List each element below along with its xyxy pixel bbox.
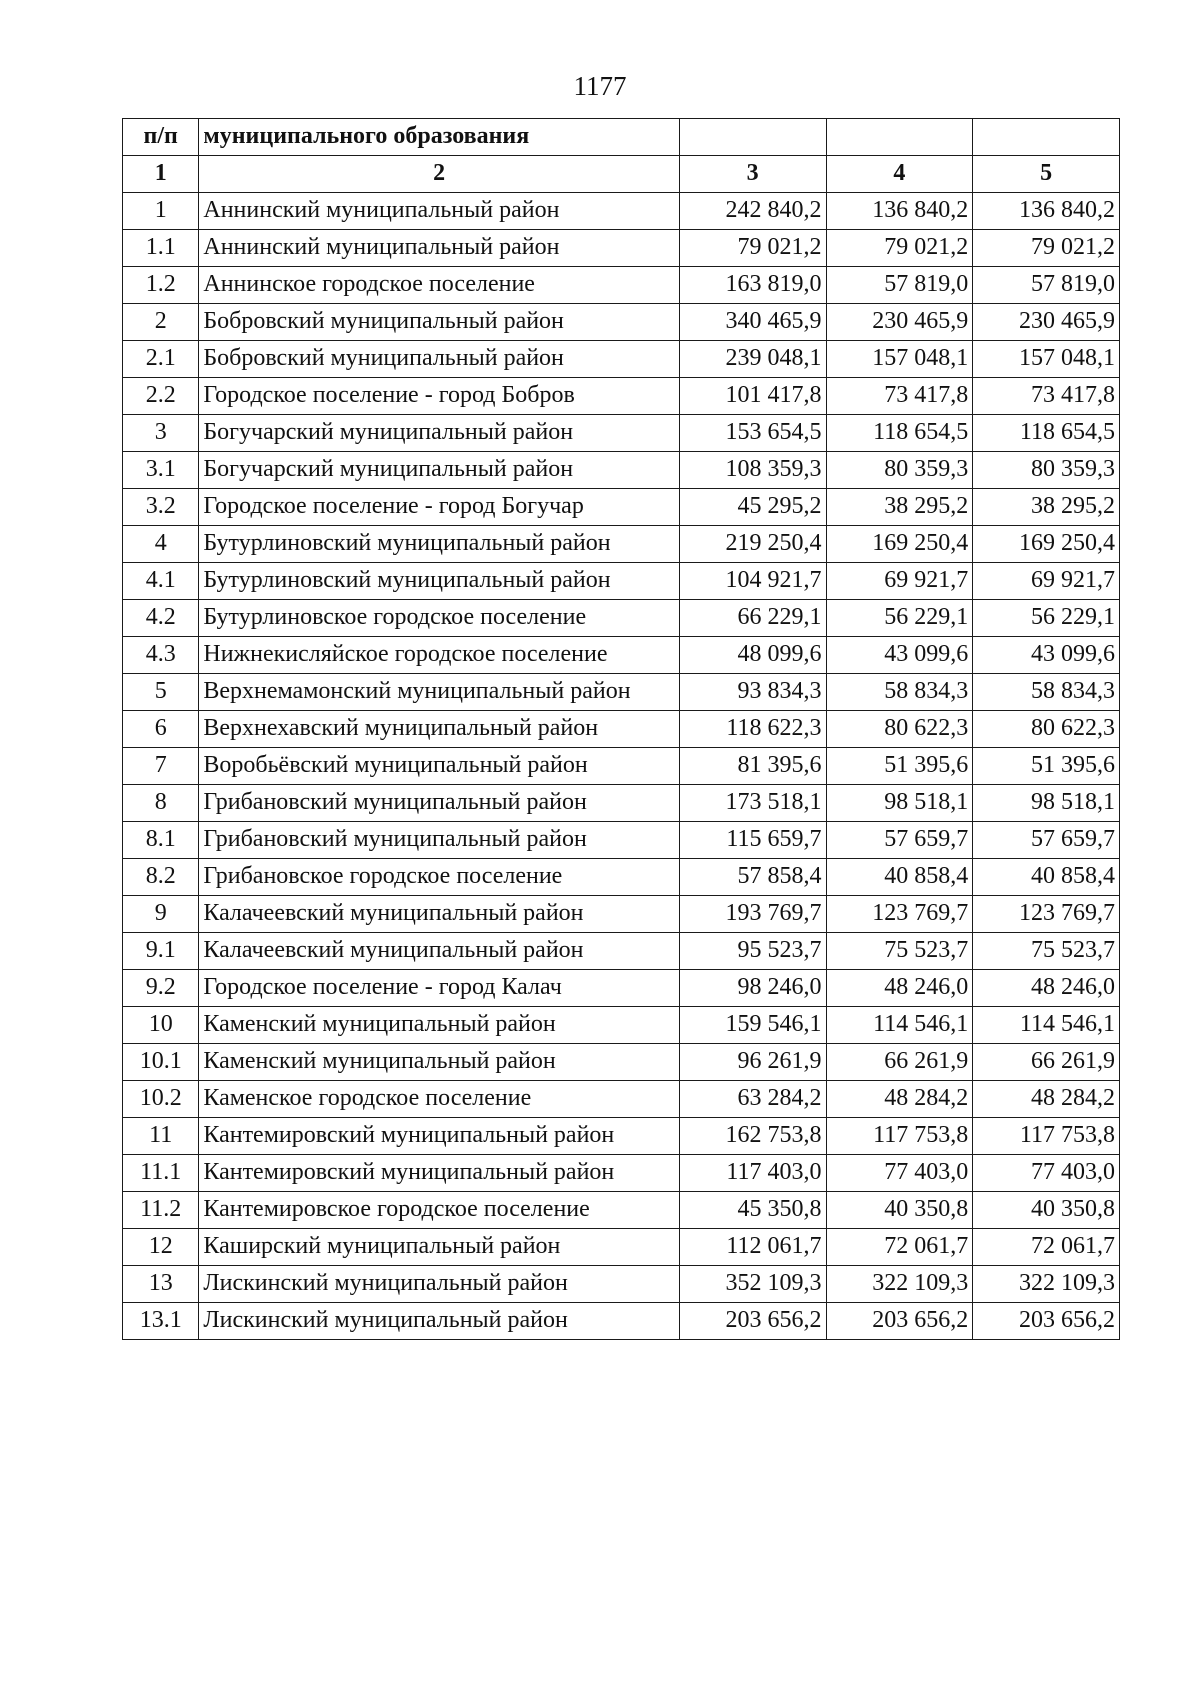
- row-number-cell: 5: [123, 674, 199, 711]
- value-col4-cell: 57 659,7: [826, 822, 973, 859]
- municipality-name-cell: Грибановское городское поселение: [199, 859, 679, 896]
- row-number-cell: 6: [123, 711, 199, 748]
- row-number-cell: 13: [123, 1266, 199, 1303]
- value-col4-cell: 114 546,1: [826, 1007, 973, 1044]
- municipality-name-cell: Верхнемамонский муниципальный район: [199, 674, 679, 711]
- value-col5-cell: 117 753,8: [973, 1118, 1120, 1155]
- table-row: [123, 489, 1120, 526]
- value-col5-cell: 56 229,1: [973, 600, 1120, 637]
- value-col5-cell: 77 403,0: [973, 1155, 1120, 1192]
- municipality-name-cell: Верхнехавский муниципальный район: [199, 711, 679, 748]
- row-number-cell: 1.2: [123, 267, 199, 304]
- row-number-cell: 8: [123, 785, 199, 822]
- value-col4-cell: 79 021,2: [826, 230, 973, 267]
- value-col4-cell: 40 350,8: [826, 1192, 973, 1229]
- table-row: [123, 230, 1120, 267]
- value-col3-cell: 162 753,8: [679, 1118, 826, 1155]
- municipality-name-cell: Аннинское городское поселение: [199, 267, 679, 304]
- value-col5-cell: 79 021,2: [973, 230, 1120, 267]
- value-col5-cell: 118 654,5: [973, 415, 1120, 452]
- municipality-name-cell: Бутурлиновское городское поселение: [199, 600, 679, 637]
- municipality-name-cell: Кантемировский муниципальный район: [199, 1155, 679, 1192]
- municipality-name-cell: Кантемировское городское поселение: [199, 1192, 679, 1229]
- value-col4-cell: 136 840,2: [826, 193, 973, 230]
- table-row: [123, 1081, 1120, 1118]
- table-row: [123, 859, 1120, 896]
- value-col5-cell: 58 834,3: [973, 674, 1120, 711]
- row-number-cell: 9: [123, 896, 199, 933]
- value-col5-cell: 40 858,4: [973, 859, 1120, 896]
- value-col4-cell: 58 834,3: [826, 674, 973, 711]
- value-col3-cell: 57 858,4: [679, 859, 826, 896]
- value-col5-cell: 51 395,6: [973, 748, 1120, 785]
- value-col3-cell: 239 048,1: [679, 341, 826, 378]
- municipality-name-cell: Грибановский муниципальный район: [199, 785, 679, 822]
- table-row: [123, 1155, 1120, 1192]
- value-col5-cell: 322 109,3: [973, 1266, 1120, 1303]
- value-col3-cell: 104 921,7: [679, 563, 826, 600]
- value-col4-cell: 48 246,0: [826, 970, 973, 1007]
- table-row: [123, 1044, 1120, 1081]
- value-col3-cell: 95 523,7: [679, 933, 826, 970]
- row-number-cell: 8.2: [123, 859, 199, 896]
- value-col5-cell: 40 350,8: [973, 1192, 1120, 1229]
- value-col3-cell: 81 395,6: [679, 748, 826, 785]
- table-row: [123, 1303, 1120, 1340]
- value-col5-cell: 98 518,1: [973, 785, 1120, 822]
- value-col3-cell: 118 622,3: [679, 711, 826, 748]
- row-number-cell: 13.1: [123, 1303, 199, 1340]
- value-col3-cell: 45 350,8: [679, 1192, 826, 1229]
- value-col5-cell: 57 819,0: [973, 267, 1120, 304]
- value-col5-cell: 75 523,7: [973, 933, 1120, 970]
- value-col5-cell: 80 622,3: [973, 711, 1120, 748]
- table-row: [123, 1192, 1120, 1229]
- column-number-2: 2: [199, 156, 679, 193]
- table-row: [123, 600, 1120, 637]
- municipality-name-cell: Лискинский муниципальный район: [199, 1266, 679, 1303]
- row-number-cell: 4: [123, 526, 199, 563]
- row-number-cell: 9.2: [123, 970, 199, 1007]
- municipality-name-cell: Лискинский муниципальный район: [199, 1303, 679, 1340]
- value-col4-cell: 80 359,3: [826, 452, 973, 489]
- table-row: [123, 526, 1120, 563]
- row-number-cell: 11.2: [123, 1192, 199, 1229]
- row-number-cell: 2.2: [123, 378, 199, 415]
- table-row: [123, 193, 1120, 230]
- value-col3-cell: 45 295,2: [679, 489, 826, 526]
- value-col5-cell: 43 099,6: [973, 637, 1120, 674]
- table-row: [123, 415, 1120, 452]
- value-col3-cell: 153 654,5: [679, 415, 826, 452]
- value-col5-cell: 123 769,7: [973, 896, 1120, 933]
- value-col5-cell: 48 284,2: [973, 1081, 1120, 1118]
- table-row: [123, 785, 1120, 822]
- value-col5-cell: 48 246,0: [973, 970, 1120, 1007]
- municipality-name-cell: Каменский муниципальный район: [199, 1007, 679, 1044]
- row-number-cell: 2: [123, 304, 199, 341]
- value-col3-cell: 193 769,7: [679, 896, 826, 933]
- budget-table: [122, 118, 1120, 1340]
- value-col4-cell: 66 261,9: [826, 1044, 973, 1081]
- row-number-cell: 3.1: [123, 452, 199, 489]
- table-row: [123, 341, 1120, 378]
- value-col5-cell: 157 048,1: [973, 341, 1120, 378]
- value-col4-cell: 230 465,9: [826, 304, 973, 341]
- value-col3-cell: 219 250,4: [679, 526, 826, 563]
- table-row: [123, 711, 1120, 748]
- municipality-name-cell: Каменское городское поселение: [199, 1081, 679, 1118]
- municipality-name-cell: Городское поселение - город Богучар: [199, 489, 679, 526]
- value-col5-cell: 169 250,4: [973, 526, 1120, 563]
- table-row: [123, 1229, 1120, 1266]
- table-row: [123, 452, 1120, 489]
- municipality-name-cell: Нижнекисляйское городское поселение: [199, 637, 679, 674]
- row-number-cell: 11: [123, 1118, 199, 1155]
- value-col3-cell: 63 284,2: [679, 1081, 826, 1118]
- value-col3-cell: 163 819,0: [679, 267, 826, 304]
- municipality-name-cell: Бобровский муниципальный район: [199, 341, 679, 378]
- table-row: [123, 304, 1120, 341]
- value-col3-cell: 101 417,8: [679, 378, 826, 415]
- header-cell-5: [973, 119, 1120, 156]
- value-col4-cell: 43 099,6: [826, 637, 973, 674]
- value-col4-cell: 69 921,7: [826, 563, 973, 600]
- municipality-name-cell: Каменский муниципальный район: [199, 1044, 679, 1081]
- row-number-cell: 11.1: [123, 1155, 199, 1192]
- value-col5-cell: 80 359,3: [973, 452, 1120, 489]
- municipality-name-cell: Воробьёвский муниципальный район: [199, 748, 679, 785]
- municipality-name-cell: Кантемировский муниципальный район: [199, 1118, 679, 1155]
- column-numbers-row: [123, 156, 1120, 193]
- value-col3-cell: 98 246,0: [679, 970, 826, 1007]
- table-row: [123, 267, 1120, 304]
- row-number-cell: 4.3: [123, 637, 199, 674]
- row-number-cell: 2.1: [123, 341, 199, 378]
- row-number-cell: 7: [123, 748, 199, 785]
- value-col5-cell: 203 656,2: [973, 1303, 1120, 1340]
- row-number-cell: 1: [123, 193, 199, 230]
- municipality-name-cell: Бутурлиновский муниципальный район: [199, 563, 679, 600]
- municipality-name-cell: Аннинский муниципальный район: [199, 193, 679, 230]
- value-col3-cell: 115 659,7: [679, 822, 826, 859]
- header-cell-name: муниципального образования: [199, 119, 679, 156]
- table-row: [123, 896, 1120, 933]
- table-row: [123, 378, 1120, 415]
- value-col4-cell: 117 753,8: [826, 1118, 973, 1155]
- municipality-name-cell: Городское поселение - город Калач: [199, 970, 679, 1007]
- row-number-cell: 10.2: [123, 1081, 199, 1118]
- value-col3-cell: 48 099,6: [679, 637, 826, 674]
- municipality-name-cell: Богучарский муниципальный район: [199, 452, 679, 489]
- municipality-name-cell: Аннинский муниципальный район: [199, 230, 679, 267]
- value-col4-cell: 75 523,7: [826, 933, 973, 970]
- value-col4-cell: 48 284,2: [826, 1081, 973, 1118]
- column-number-4: 4: [826, 156, 973, 193]
- value-col5-cell: 136 840,2: [973, 193, 1120, 230]
- value-col3-cell: 173 518,1: [679, 785, 826, 822]
- header-cell-number: п/п: [123, 119, 199, 156]
- value-col4-cell: 72 061,7: [826, 1229, 973, 1266]
- municipality-name-cell: Городское поселение - город Бобров: [199, 378, 679, 415]
- value-col4-cell: 157 048,1: [826, 341, 973, 378]
- value-col5-cell: 230 465,9: [973, 304, 1120, 341]
- value-col4-cell: 80 622,3: [826, 711, 973, 748]
- row-number-cell: 8.1: [123, 822, 199, 859]
- value-col3-cell: 117 403,0: [679, 1155, 826, 1192]
- table-row: [123, 1266, 1120, 1303]
- table-header-row: [123, 119, 1120, 156]
- municipality-name-cell: Богучарский муниципальный район: [199, 415, 679, 452]
- value-col4-cell: 57 819,0: [826, 267, 973, 304]
- value-col3-cell: 159 546,1: [679, 1007, 826, 1044]
- column-number-3: 3: [679, 156, 826, 193]
- table-row: [123, 637, 1120, 674]
- row-number-cell: 10.1: [123, 1044, 199, 1081]
- value-col3-cell: 96 261,9: [679, 1044, 826, 1081]
- value-col3-cell: 352 109,3: [679, 1266, 826, 1303]
- table-row: [123, 822, 1120, 859]
- value-col4-cell: 203 656,2: [826, 1303, 973, 1340]
- municipality-name-cell: Грибановский муниципальный район: [199, 822, 679, 859]
- table-row: [123, 563, 1120, 600]
- table-row: [123, 674, 1120, 711]
- value-col4-cell: 322 109,3: [826, 1266, 973, 1303]
- value-col3-cell: 93 834,3: [679, 674, 826, 711]
- column-number-5: 5: [973, 156, 1120, 193]
- table-row: [123, 1007, 1120, 1044]
- table-row: [123, 748, 1120, 785]
- table-body: [123, 119, 1120, 1340]
- value-col3-cell: 242 840,2: [679, 193, 826, 230]
- value-col3-cell: 79 021,2: [679, 230, 826, 267]
- header-cell-4: [826, 119, 973, 156]
- row-number-cell: 3: [123, 415, 199, 452]
- value-col5-cell: 69 921,7: [973, 563, 1120, 600]
- value-col4-cell: 38 295,2: [826, 489, 973, 526]
- row-number-cell: 9.1: [123, 933, 199, 970]
- column-number-1: 1: [123, 156, 199, 193]
- value-col4-cell: 123 769,7: [826, 896, 973, 933]
- value-col4-cell: 73 417,8: [826, 378, 973, 415]
- value-col5-cell: 73 417,8: [973, 378, 1120, 415]
- value-col4-cell: 77 403,0: [826, 1155, 973, 1192]
- value-col4-cell: 40 858,4: [826, 859, 973, 896]
- row-number-cell: 4.1: [123, 563, 199, 600]
- table-row: [123, 1118, 1120, 1155]
- municipality-name-cell: Бобровский муниципальный район: [199, 304, 679, 341]
- row-number-cell: 3.2: [123, 489, 199, 526]
- row-number-cell: 10: [123, 1007, 199, 1044]
- value-col5-cell: 57 659,7: [973, 822, 1120, 859]
- value-col5-cell: 66 261,9: [973, 1044, 1120, 1081]
- value-col3-cell: 112 061,7: [679, 1229, 826, 1266]
- municipality-name-cell: Калачеевский муниципальный район: [199, 933, 679, 970]
- municipality-name-cell: Каширский муниципальный район: [199, 1229, 679, 1266]
- header-cell-3: [679, 119, 826, 156]
- page-number: 1177: [573, 71, 627, 101]
- value-col3-cell: 108 359,3: [679, 452, 826, 489]
- value-col4-cell: 51 395,6: [826, 748, 973, 785]
- table-row: [123, 933, 1120, 970]
- value-col4-cell: 98 518,1: [826, 785, 973, 822]
- value-col4-cell: 118 654,5: [826, 415, 973, 452]
- value-col3-cell: 66 229,1: [679, 600, 826, 637]
- value-col4-cell: 169 250,4: [826, 526, 973, 563]
- row-number-cell: 4.2: [123, 600, 199, 637]
- value-col3-cell: 340 465,9: [679, 304, 826, 341]
- municipality-name-cell: Калачеевский муниципальный район: [199, 896, 679, 933]
- value-col4-cell: 56 229,1: [826, 600, 973, 637]
- table-row: [123, 970, 1120, 1007]
- row-number-cell: 1.1: [123, 230, 199, 267]
- row-number-cell: 12: [123, 1229, 199, 1266]
- value-col3-cell: 203 656,2: [679, 1303, 826, 1340]
- value-col5-cell: 38 295,2: [973, 489, 1120, 526]
- value-col5-cell: 72 061,7: [973, 1229, 1120, 1266]
- value-col5-cell: 114 546,1: [973, 1007, 1120, 1044]
- municipality-name-cell: Бутурлиновский муниципальный район: [199, 526, 679, 563]
